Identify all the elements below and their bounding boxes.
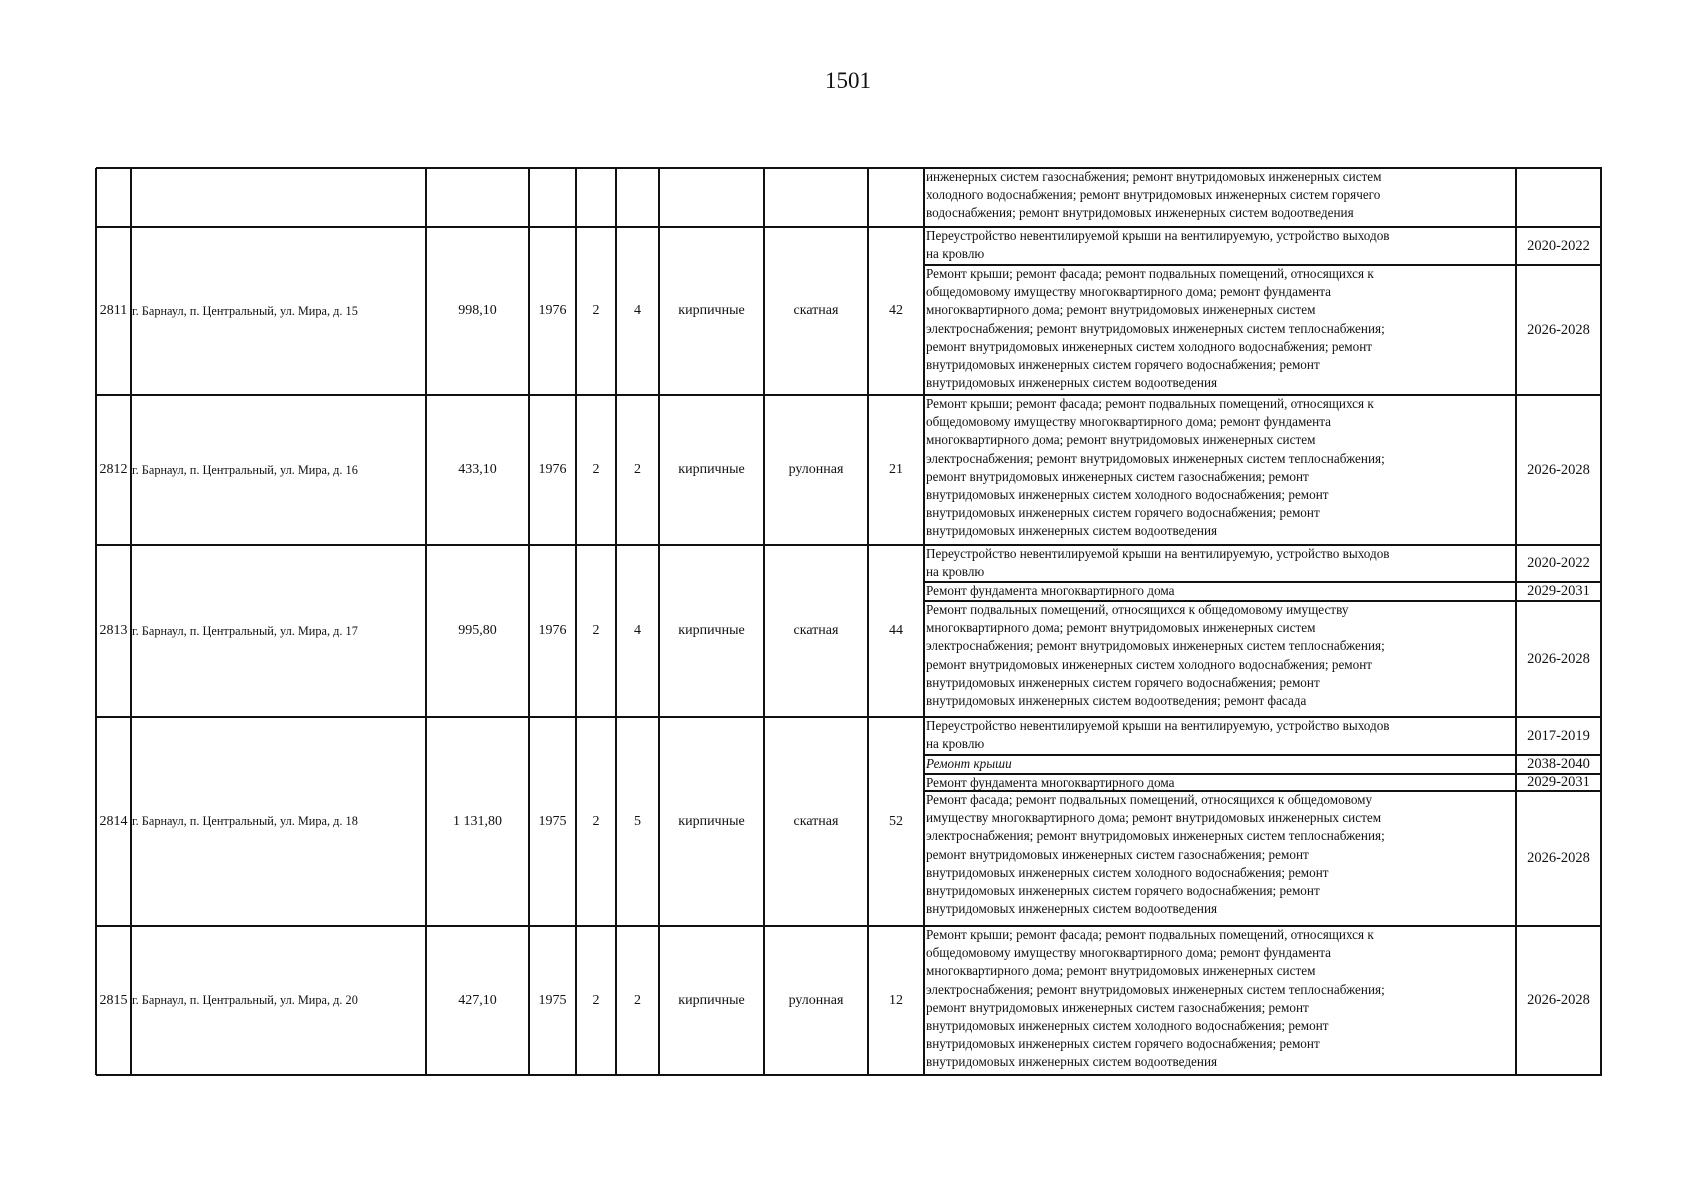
work-text-line: внутридомовых инженерных систем холодного водоснабжения; ремонт	[926, 487, 1329, 503]
year-cell: 1976	[538, 462, 567, 477]
work-text-line: ремонт внутридомовых инженерных систем газоснабжения; ремонт	[926, 846, 1309, 862]
year-cell: 1976	[538, 623, 567, 638]
wall-material-cell: кирпичные	[678, 623, 745, 638]
work-text	[924, 545, 1515, 582]
address-cell: г. Барнаул, п. Центральный, ул. Мира, д. 16	[132, 462, 358, 477]
capital-repair-table	[96, 168, 1601, 1075]
work-text-line: Ремонт фундамента многоквартирного дома	[926, 775, 1175, 790]
address-cell: г. Барнаул, п. Центральный, ул. Мира, д. 18	[132, 814, 358, 828]
work-text-line: Ремонт фундамента многоквартирного дома	[926, 583, 1175, 598]
area-cell: 1 131,80	[453, 813, 502, 829]
work-text-line: Ремонт крыши; ремонт фасада; ремонт подвальных помещений, относящихся к	[926, 396, 1374, 411]
period-cell: 2020-2022	[1527, 237, 1590, 254]
work-text-line: общедомовому имуществу многоквартирного дома; ремонт фундамента	[926, 414, 1331, 430]
work-text	[924, 926, 1515, 1075]
floors-cell: 2	[592, 462, 600, 477]
work-text-line: внутридомовых инженерных систем водоотведения	[926, 523, 1218, 539]
page-number: 1501	[825, 68, 871, 93]
work-text-line: общедомовому имуществу многоквартирного дома; ремонт фундамента	[926, 945, 1331, 961]
work-text	[924, 265, 1515, 395]
work-text-line: на кровлю	[926, 564, 985, 580]
floors-cell: 2	[592, 303, 600, 318]
area-cell: 995,80	[458, 623, 497, 638]
work-text-line: внутридомовых инженерных систем горячего водоснабжения; ремонт	[926, 357, 1320, 373]
area-cell: 998,10	[458, 303, 497, 318]
row-number: 2813	[99, 623, 128, 638]
work-text-line: электроснабжения; ремонт внутридомовых инженерных систем теплоснабжения;	[926, 320, 1385, 336]
work-text-line: внутридомовых инженерных систем водоотведения; ремонт фасада	[926, 693, 1307, 709]
area-cell: 433,10	[458, 462, 497, 477]
work-text-line: многоквартирного дома; ремонт внутридомовых инженерных систем	[926, 302, 1316, 318]
wall-material-cell: кирпичные	[678, 462, 745, 477]
year-cell: 1975	[538, 813, 567, 829]
work-text-line: внутридомовых инженерных систем горячего водоснабжения; ремонт	[926, 674, 1320, 690]
period-cell: 2026-2028	[1527, 461, 1590, 478]
residents-cell: 21	[889, 462, 903, 477]
work-text-line: имуществу многоквартирного дома; ремонт внутридомовых инженерных систем	[926, 810, 1382, 826]
year-cell: 1975	[538, 992, 567, 1008]
work-text	[924, 755, 1515, 774]
work-text	[924, 791, 1515, 926]
work-text-line: электроснабжения; ремонт внутридомовых инженерных систем теплоснабжения;	[926, 828, 1385, 844]
work-text-line: общедомовому имуществу многоквартирного дома; ремонт фундамента	[926, 284, 1331, 300]
work-text-line: на кровлю	[926, 736, 985, 752]
work-text-line: Ремонт крыши; ремонт фасада; ремонт подвальных помещений, относящихся к	[926, 266, 1374, 281]
roof-type-cell: скатная	[793, 623, 839, 638]
work-text-line: внутридомовых инженерных систем водоотведения	[926, 901, 1218, 917]
entrances-cell: 2	[634, 462, 641, 477]
row-number: 2814	[99, 813, 128, 829]
roof-type-cell: рулонная	[788, 462, 844, 477]
area-cell: 427,10	[458, 992, 497, 1008]
work-text-line: Ремонт крыши; ремонт фасада; ремонт подвальных помещений, относящихся к	[926, 927, 1374, 942]
period-cell: 2038-2040	[1527, 756, 1590, 772]
work-text-line: Ремонт крыши	[926, 756, 1012, 771]
residents-cell: 52	[889, 813, 903, 829]
work-text-line: холодного водоснабжения; ремонт внутридомовых инженерных систем горячего	[926, 187, 1381, 203]
floors-cell: 2	[592, 813, 600, 829]
work-text	[924, 774, 1515, 791]
wall-material-cell: кирпичные	[678, 303, 745, 318]
work-text	[924, 227, 1515, 265]
work-text-line: водоснабжения; ремонт внутридомовых инженерных систем водоотведения	[926, 205, 1354, 221]
work-text-line: на кровлю	[926, 246, 985, 262]
work-text-line: инженерных систем газоснабжения; ремонт внутридомовых инженерных систем	[926, 169, 1382, 184]
address-cell: г. Барнаул, п. Центральный, ул. Мира, д. 20	[132, 993, 358, 1007]
row-number: 2812	[99, 462, 128, 477]
work-text-line: ремонт внутридомовых инженерных систем холодного водоснабжения; ремонт	[926, 338, 1373, 354]
work-text-line: Переустройство невентилируемой крыши на вентилируемую, устройство выходов	[926, 718, 1390, 733]
work-text-line: внутридомовых инженерных систем горячего водоснабжения; ремонт	[926, 1036, 1320, 1052]
work-text-line: Ремонт фасада; ремонт подвальных помещений, относящихся к общедомовому	[926, 792, 1373, 807]
address-cell: г. Барнаул, п. Центральный, ул. Мира, д. 15	[132, 303, 358, 318]
work-text-line: внутридомовых инженерных систем горячего водоснабжения; ремонт	[926, 883, 1320, 899]
roof-type-cell: скатная	[793, 303, 839, 318]
wall-material-cell: кирпичные	[678, 992, 745, 1008]
work-text-line: Ремонт подвальных помещений, относящихся к общедомовому имуществу	[926, 602, 1349, 617]
work-text-line: электроснабжения; ремонт внутридомовых инженерных систем теплоснабжения;	[926, 638, 1385, 654]
residents-cell: 44	[889, 623, 903, 638]
work-text-line: ремонт внутридомовых инженерных систем холодного водоснабжения; ремонт	[926, 656, 1373, 672]
address-cell: г. Барнаул, п. Центральный, ул. Мира, д. 17	[132, 623, 358, 638]
floors-cell: 2	[592, 623, 600, 638]
period-cell: 2026-2028	[1527, 321, 1590, 338]
work-text	[924, 717, 1515, 755]
work-text-line: Переустройство невентилируемой крыши на вентилируемую, устройство выходов	[926, 546, 1390, 561]
period-cell: 2026-2028	[1527, 850, 1590, 866]
work-text	[924, 601, 1515, 717]
work-text-line: внутридомовых инженерных систем водоотведения	[926, 1054, 1218, 1070]
entrances-cell: 4	[634, 303, 641, 318]
row-number: 2815	[99, 992, 128, 1008]
work-text-line: многоквартирного дома; ремонт внутридомовых инженерных систем	[926, 432, 1316, 448]
work-text-line: электроснабжения; ремонт внутридомовых инженерных систем теплоснабжения;	[926, 450, 1385, 466]
work-text-line: внутридомовых инженерных систем водоотведения	[926, 375, 1218, 391]
roof-type-cell: скатная	[793, 813, 839, 829]
entrances-cell: 5	[634, 813, 641, 829]
work-text-line: электроснабжения; ремонт внутридомовых инженерных систем теплоснабжения;	[926, 981, 1385, 997]
residents-cell: 12	[889, 992, 903, 1008]
roof-type-cell: рулонная	[788, 992, 844, 1008]
period-cell: 2029-2031	[1527, 583, 1590, 599]
period-cell: 2026-2028	[1527, 992, 1590, 1008]
period-cell: 2029-2031	[1527, 774, 1590, 790]
work-text-line: ремонт внутридомовых инженерных систем газоснабжения; ремонт	[926, 999, 1309, 1015]
work-text-line: Переустройство невентилируемой крыши на вентилируемую, устройство выходов	[926, 228, 1390, 243]
period-cell: 2026-2028	[1527, 650, 1590, 667]
work-text	[924, 395, 1515, 545]
work-text-line: внутридомовых инженерных систем холодного водоснабжения; ремонт	[926, 1018, 1329, 1034]
period-cell: 2017-2019	[1527, 727, 1590, 744]
floors-cell: 2	[592, 992, 600, 1008]
work-text-line: внутридомовых инженерных систем горячего водоснабжения; ремонт	[926, 505, 1320, 521]
work-text	[924, 582, 1515, 601]
work-text-line: внутридомовых инженерных систем холодного водоснабжения; ремонт	[926, 864, 1329, 880]
work-text-line: ремонт внутридомовых инженерных систем газоснабжения; ремонт	[926, 468, 1309, 484]
entrances-cell: 4	[634, 623, 641, 638]
row-number: 2811	[99, 303, 128, 318]
residents-cell: 42	[889, 303, 903, 318]
wall-material-cell: кирпичные	[678, 813, 745, 829]
year-cell: 1976	[538, 303, 567, 318]
work-text-continuation	[924, 168, 1516, 227]
period-cell: 2020-2022	[1527, 555, 1590, 571]
entrances-cell: 2	[634, 992, 641, 1008]
work-text-line: многоквартирного дома; ремонт внутридомовых инженерных систем	[926, 620, 1316, 636]
work-text-line: многоквартирного дома; ремонт внутридомовых инженерных систем	[926, 963, 1316, 979]
